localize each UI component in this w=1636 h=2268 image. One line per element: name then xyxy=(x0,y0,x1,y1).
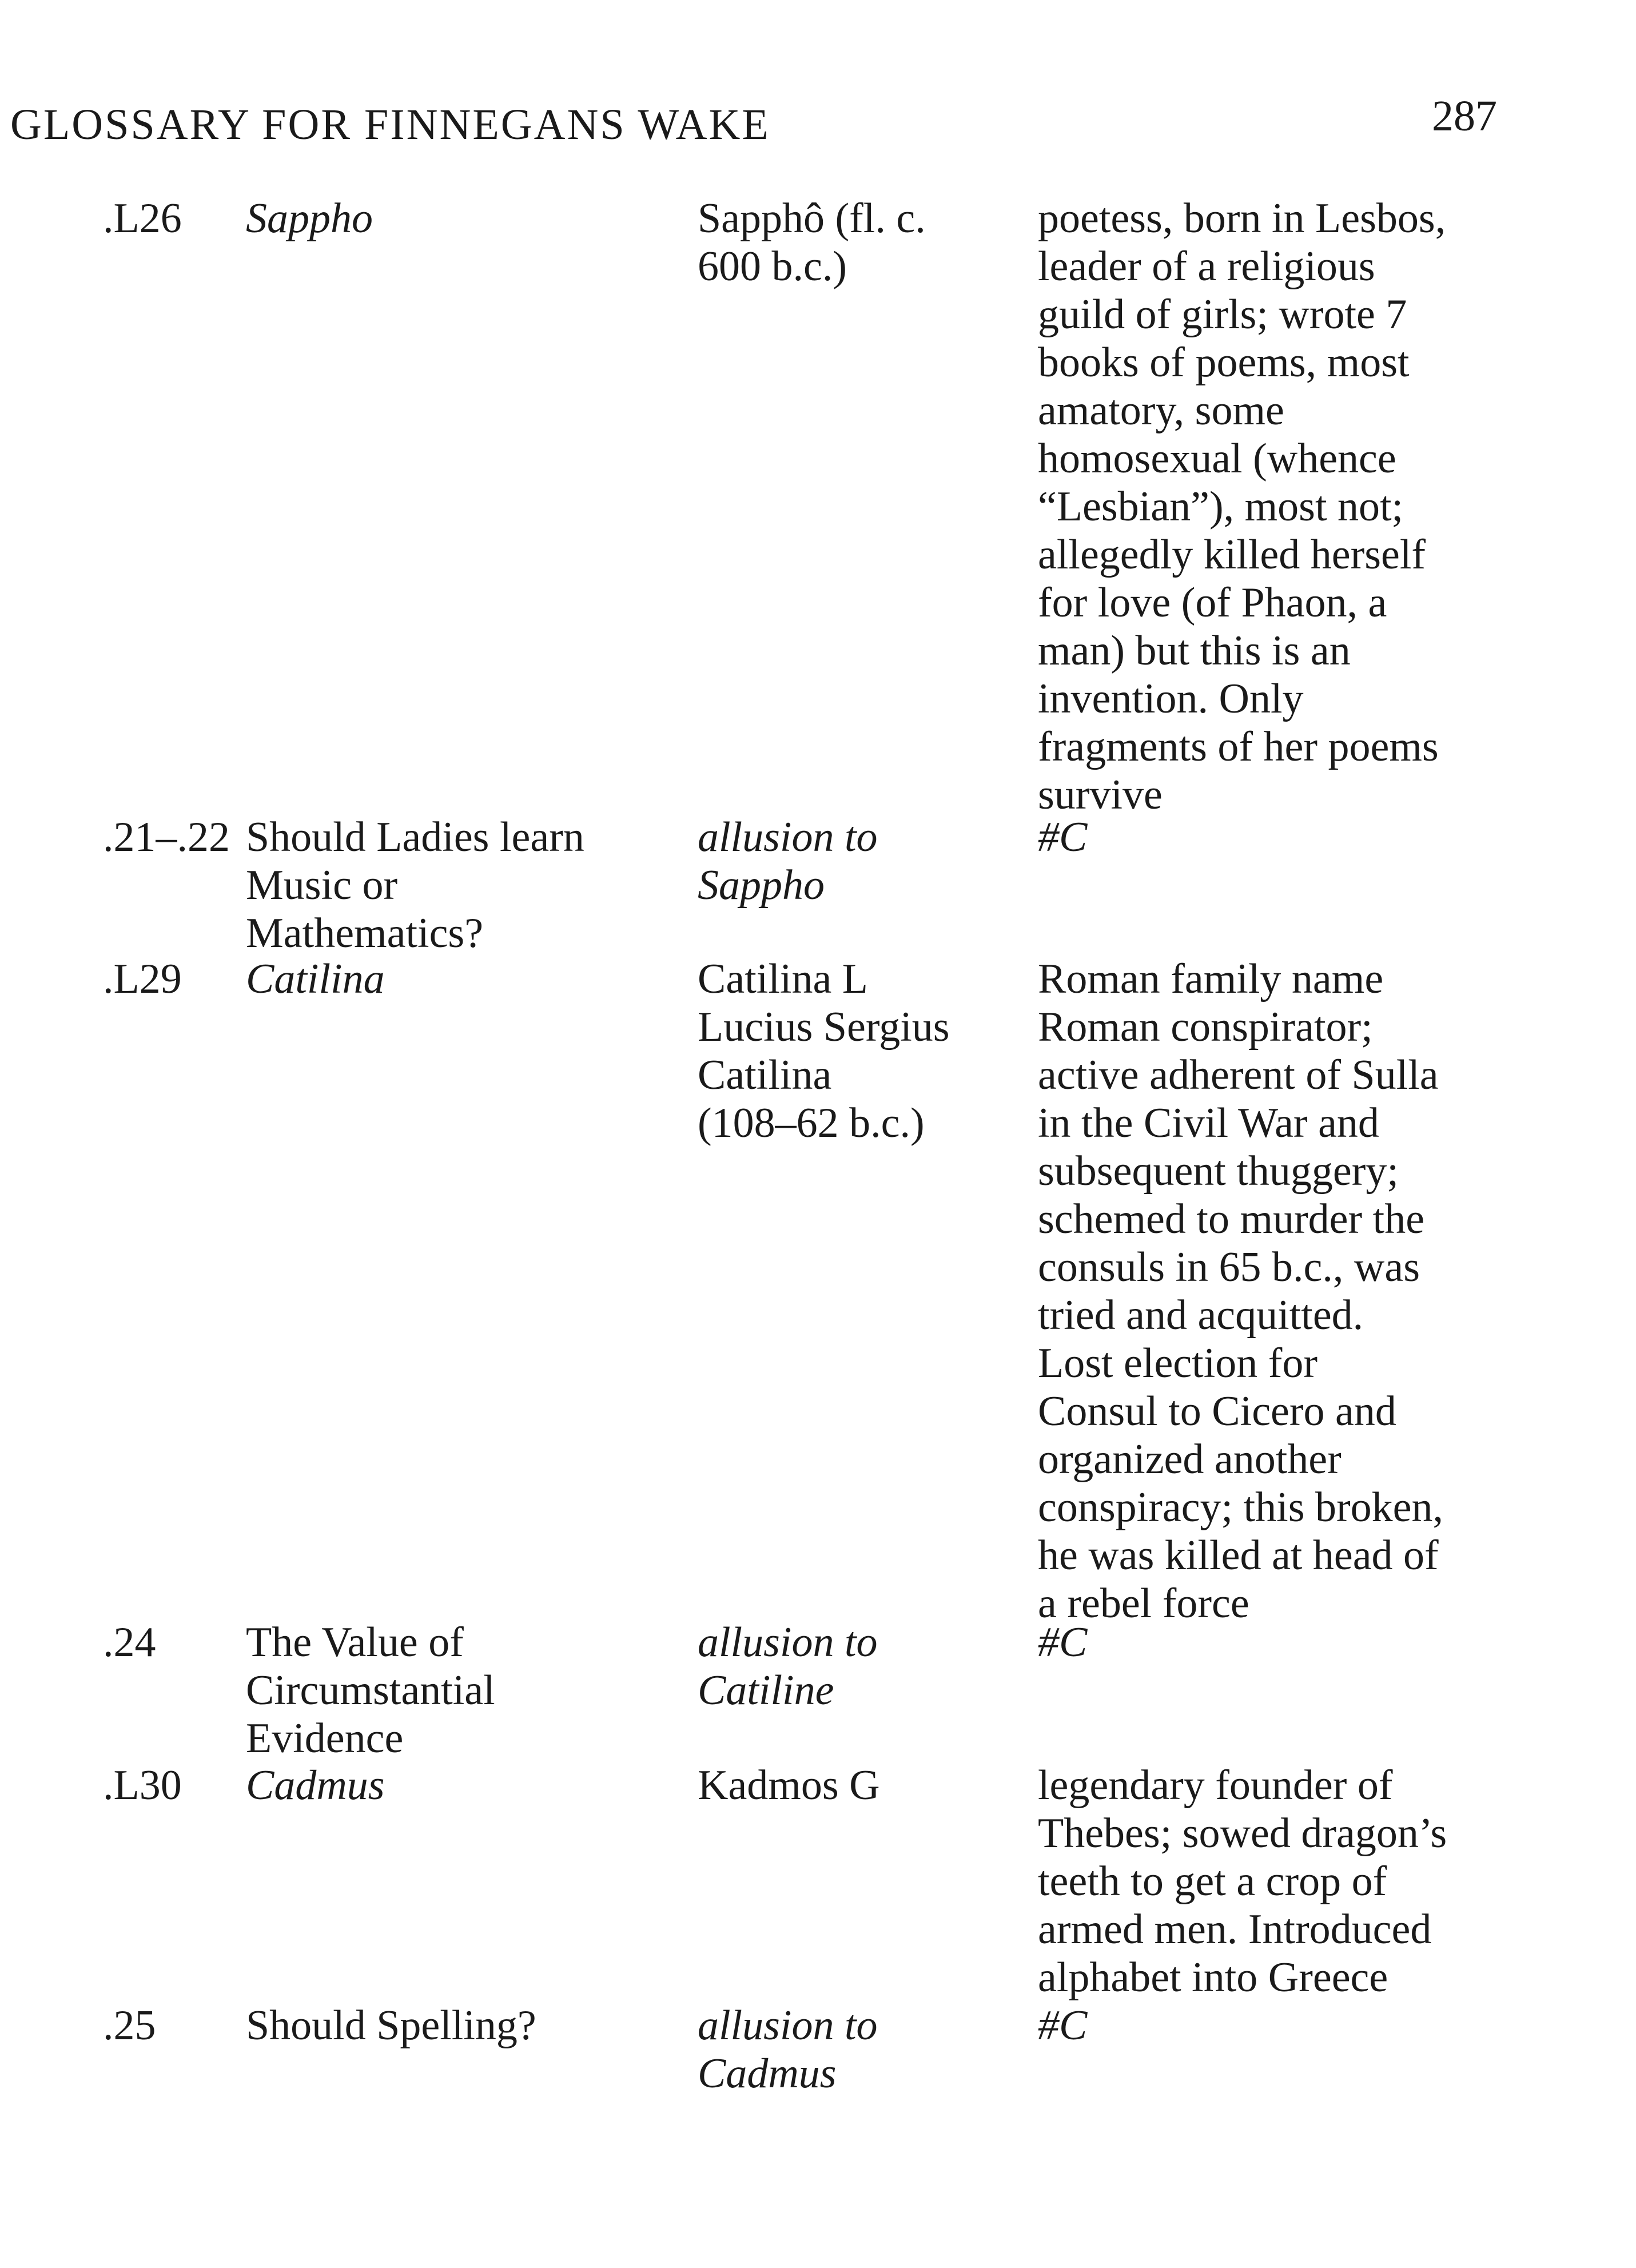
entry-source: allusion to Catiline xyxy=(698,1619,878,1714)
entry-source: allusion to Sappho xyxy=(698,814,878,909)
entry-source: allusion to Cadmus xyxy=(698,2002,878,2097)
entry-term: Catilina xyxy=(246,956,385,1002)
entry-ref: .L29 xyxy=(103,956,182,1002)
entry-ref: .25 xyxy=(103,2002,156,2049)
entry-gloss: Roman family name Roman conspirator; active adherent of Sulla in the Civil War and subsequent thuggery; schemed to murder the consuls in 65 b.c., was tried and acquitted. Lost election for Consul to Cicero and organized another conspiracy; this broken, he was killed at head of a rebel force xyxy=(1038,956,1443,1627)
page-header xyxy=(10,92,1497,163)
entry-ref: .21–.22 xyxy=(103,814,230,861)
entry-source: Catilina L Lucius Sergius Catilina (108–62 b.c.) xyxy=(698,956,950,1147)
entry-ref: .L26 xyxy=(103,195,182,242)
entry-term: The Value of Circumstantial Evidence xyxy=(246,1619,495,1762)
entry-term: Should Ladies learn Music or Mathematics? xyxy=(246,814,584,957)
entry-gloss: poetess, born in Lesbos, leader of a religious guild of girls; wrote 7 books of poems, most amatory, some homosexual (whence “Lesbian”), most not; allegedly killed herself for love (of Phaon, a man) but this is an invention. Only fragments of her poems survive xyxy=(1038,195,1446,818)
entry-ref: .L30 xyxy=(103,1762,182,1809)
page-number: 287 xyxy=(1432,92,1497,140)
entry-gloss: #C xyxy=(1038,1619,1088,1666)
entry-gloss: legendary founder of Thebes; sowed dragon’s teeth to get a crop of armed men. Introduced alphabet into Greece xyxy=(1038,1762,1447,2001)
entry-gloss: #C xyxy=(1038,814,1088,861)
entry-ref: .24 xyxy=(103,1619,156,1666)
entry-gloss: #C xyxy=(1038,2002,1088,2049)
entry-term: Sappho xyxy=(246,195,373,242)
entry-source: Sapphô (fl. c. 600 b.c.) xyxy=(698,195,926,290)
entry-term: Should Spelling? xyxy=(246,2002,536,2049)
running-head: GLOSSARY FOR FINNEGANS WAKE xyxy=(10,101,770,149)
entry-source: Kadmos G xyxy=(698,1762,880,1809)
entry-term: Cadmus xyxy=(246,1762,385,1809)
